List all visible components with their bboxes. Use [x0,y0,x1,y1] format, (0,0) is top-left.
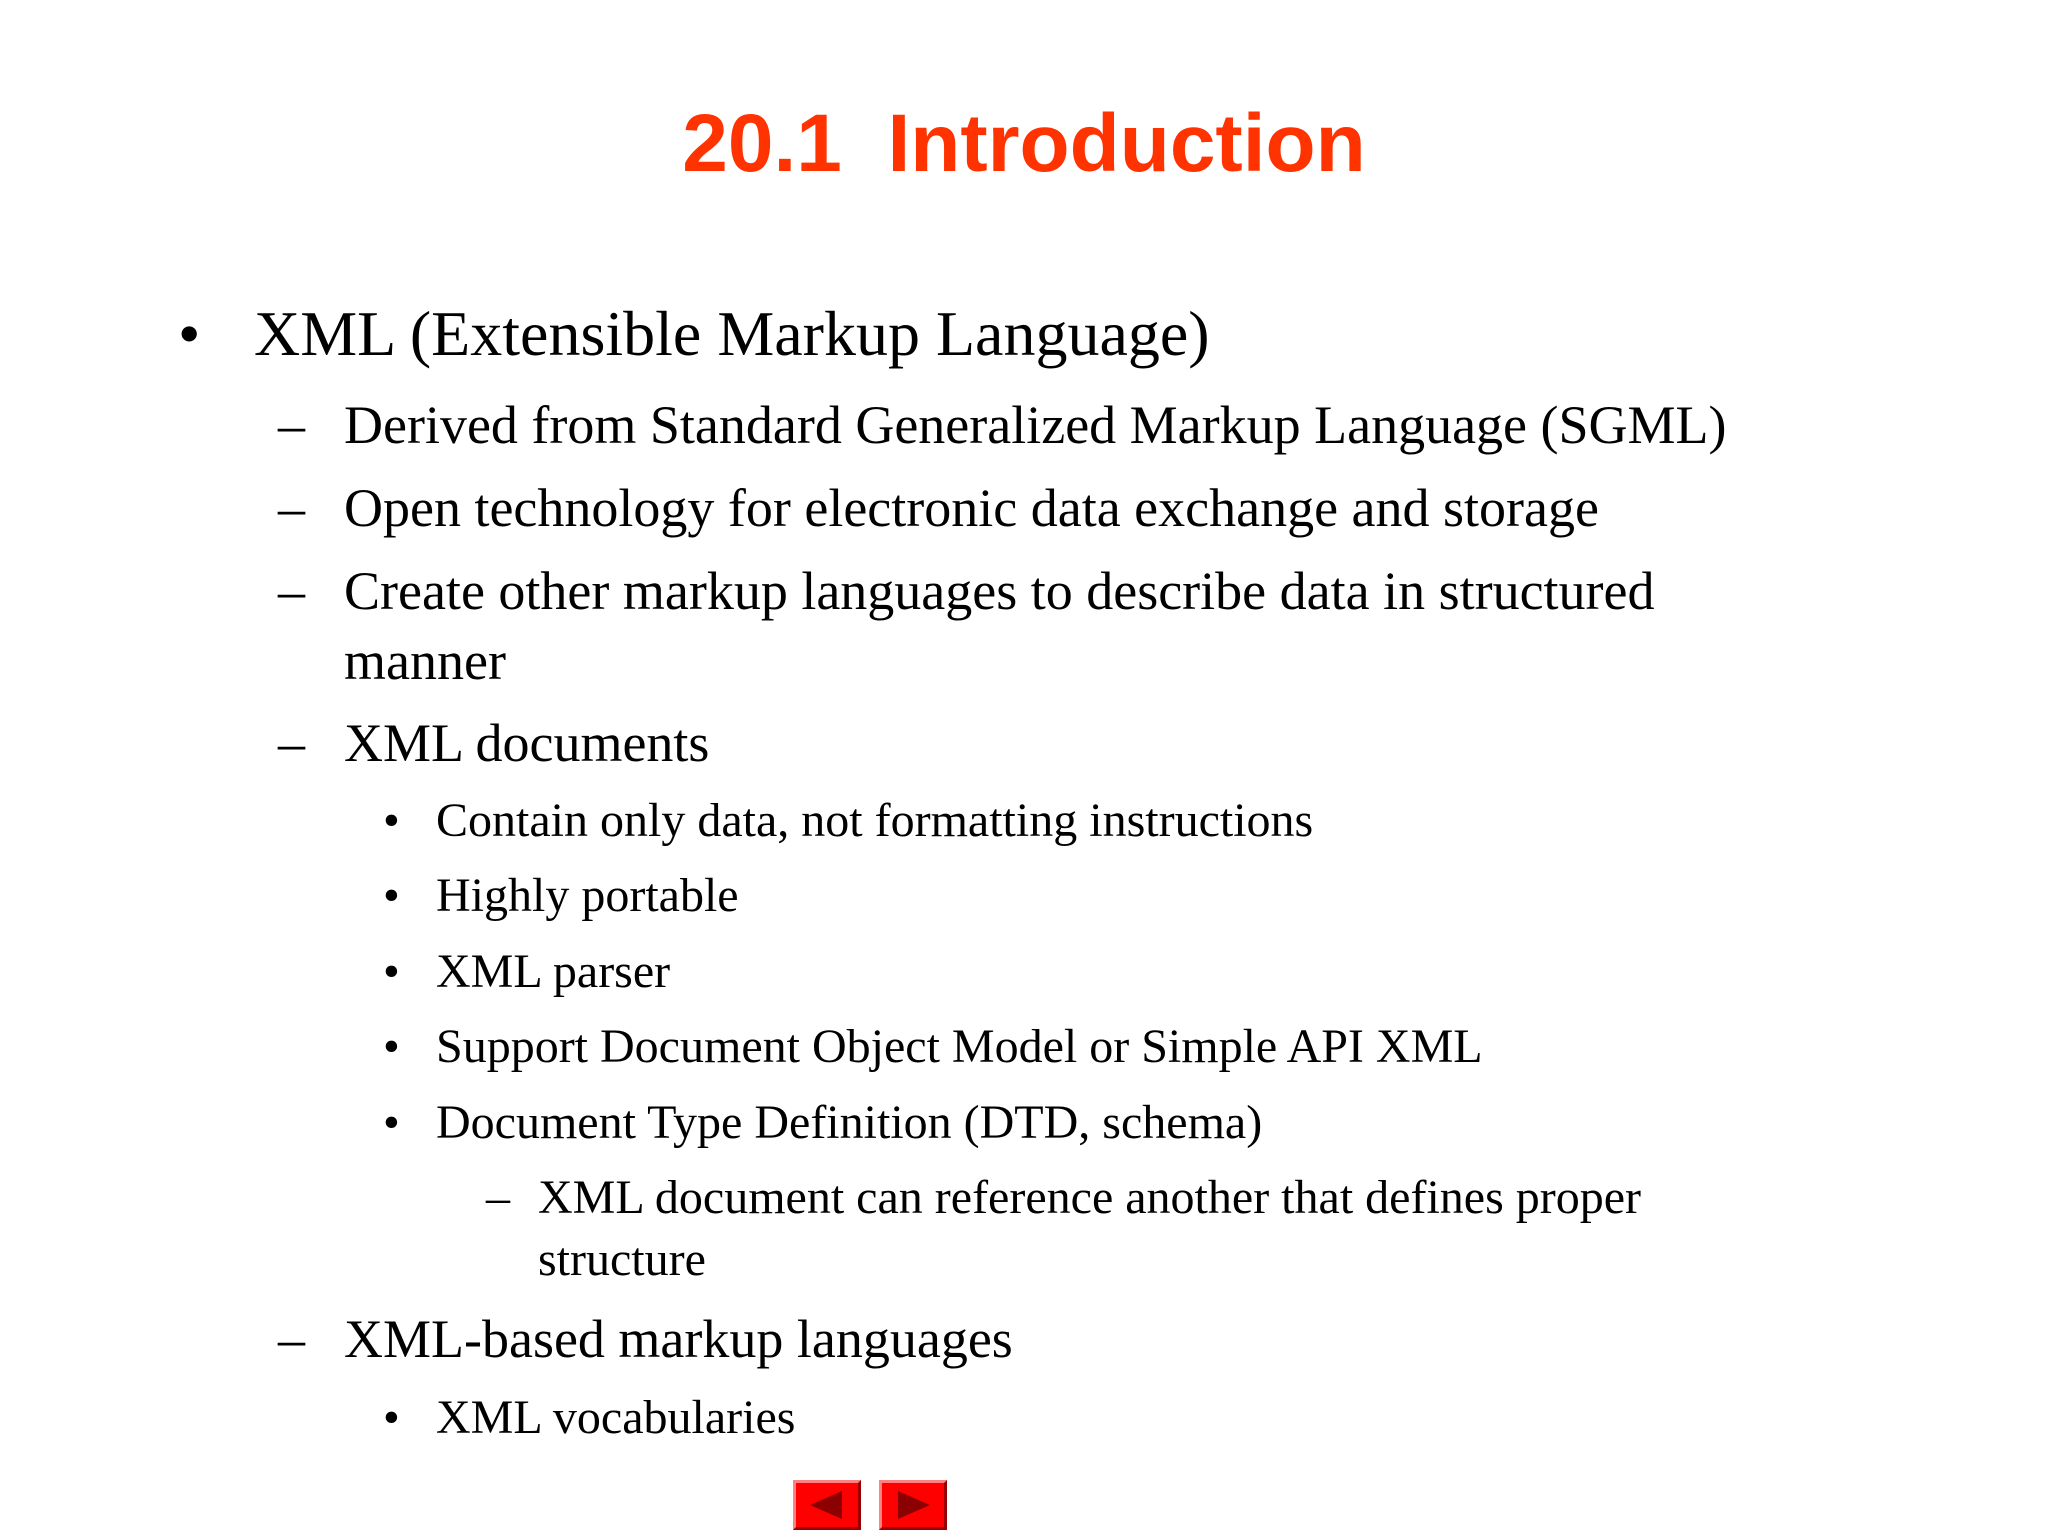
item-xml-parser: XML parser [436,945,671,998]
subpoint-create-markup-languages-cont: manner [344,631,506,691]
item-highly-portable: Highly portable [436,869,739,922]
bullet-marker: • [383,1020,400,1073]
dash-marker: – [278,478,305,538]
left-triangle-icon [796,1483,858,1527]
item-xml-document-reference: XML document can reference another that defines proper [538,1171,1642,1224]
right-triangle-icon [882,1483,944,1527]
dash-marker: – [278,395,305,455]
subpoint-open-technology: Open technology for electronic data exchange and storage [344,478,1599,538]
dash-marker: – [278,561,305,621]
dash-marker: – [278,713,305,773]
next-slide-button[interactable] [879,1480,947,1530]
dash-marker: – [486,1171,510,1224]
item-support-dom-sax: Support Document Object Model or Simple API XML [436,1020,1483,1073]
bullet-marker: • [383,1096,400,1149]
subpoint-derived-from-sgml: Derived from Standard Generalized Markup Language (SGML) [344,395,1727,455]
bullet-marker: • [383,1391,400,1444]
item-xml-vocabularies: XML vocabularies [436,1391,796,1444]
item-dtd-schema: Document Type Definition (DTD, schema) [436,1096,1263,1149]
item-xml-document-reference-cont: structure [538,1233,706,1286]
dash-marker: – [278,1309,305,1369]
slide-title: 20.1 Introduction [682,98,1366,189]
bullet-marker: • [178,298,201,369]
subpoint-xml-documents: XML documents [344,713,710,773]
item-contain-only-data: Contain only data, not formatting instructions [436,794,1314,847]
bullet-marker: • [383,794,400,847]
subpoint-xml-based-languages: XML-based markup languages [344,1309,1013,1369]
bullet-marker: • [383,869,400,922]
bullet-xml-definition: XML (Extensible Markup Language) [254,298,1210,369]
previous-slide-button[interactable] [793,1480,861,1530]
subpoint-create-markup-languages: Create other markup languages to describe data in structured [344,561,1655,621]
bullet-marker: • [383,945,400,998]
